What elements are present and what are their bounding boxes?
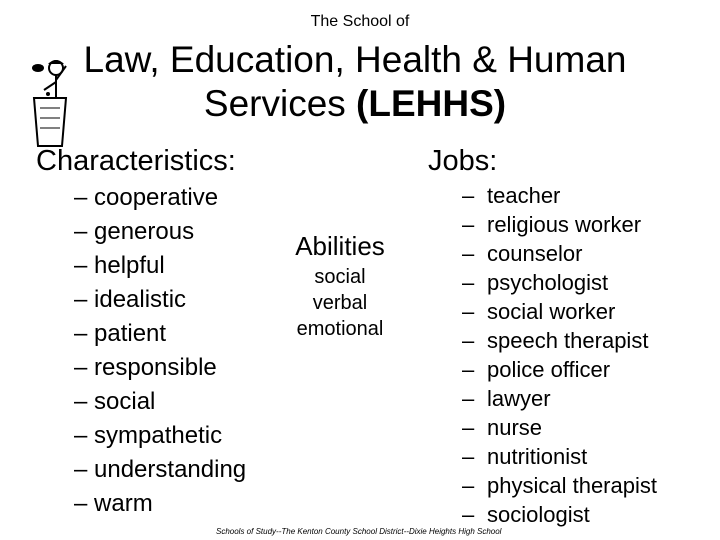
job-label: speech therapist bbox=[487, 328, 649, 353]
bullet-dash: – bbox=[462, 473, 475, 498]
characteristics-list bbox=[74, 181, 246, 521]
jobs-list bbox=[462, 181, 657, 529]
list-item bbox=[462, 239, 657, 268]
job-label: lawyer bbox=[487, 386, 551, 411]
title-acronym: (LEHHS) bbox=[356, 83, 507, 124]
ability-item: emotional bbox=[296, 318, 384, 340]
abilities-heading: Abilities bbox=[295, 231, 385, 261]
job-label: teacher bbox=[487, 183, 561, 208]
list-item bbox=[462, 210, 657, 239]
job-label: sociologist bbox=[487, 502, 590, 527]
bullet-dash: – bbox=[462, 444, 475, 469]
list-item bbox=[462, 413, 657, 442]
characteristics-heading: Characteristics: bbox=[36, 145, 236, 177]
page-title-line-1: Law, Education, Health & Human bbox=[83, 39, 627, 80]
list-item bbox=[462, 500, 657, 529]
list-item: – responsible bbox=[74, 354, 217, 381]
job-label: physical therapist bbox=[487, 473, 657, 498]
job-label: police officer bbox=[487, 357, 611, 382]
pre-title: The School of bbox=[310, 13, 410, 30]
bullet-dash: – bbox=[462, 328, 475, 353]
speaker-at-podium-icon bbox=[26, 58, 74, 148]
list-item: – cooperative bbox=[74, 184, 219, 211]
title-plain-part: Services bbox=[203, 83, 357, 124]
bullet-dash: – bbox=[462, 212, 475, 237]
bullet-dash: – bbox=[462, 415, 475, 440]
ability-item: social bbox=[314, 266, 366, 288]
bullet-dash: – bbox=[462, 241, 475, 266]
job-label: nurse bbox=[487, 415, 543, 440]
bullet-dash: – bbox=[462, 386, 475, 411]
abilities-block bbox=[270, 228, 410, 342]
job-label: social worker bbox=[487, 299, 616, 324]
list-item: – understanding bbox=[74, 456, 247, 483]
footer-credit: Schools of Study--The Kenton County School District--Dixie Heights High School bbox=[216, 527, 502, 536]
bullet-dash: – bbox=[462, 357, 475, 382]
jobs-heading: Jobs: bbox=[428, 145, 498, 177]
bullet-dash: – bbox=[462, 183, 475, 208]
list-item bbox=[462, 384, 657, 413]
job-label: nutritionist bbox=[487, 444, 588, 469]
list-item bbox=[462, 326, 657, 355]
list-item bbox=[462, 268, 657, 297]
list-item: – generous bbox=[74, 218, 195, 245]
page-title-line-2 bbox=[0, 82, 710, 126]
bullet-dash: – bbox=[462, 270, 475, 295]
job-label: religious worker bbox=[487, 212, 642, 237]
list-item: – patient bbox=[74, 320, 167, 347]
list-item: – warm bbox=[74, 490, 153, 517]
list-item bbox=[462, 471, 657, 500]
bullet-dash: – bbox=[462, 502, 475, 527]
job-label: counselor bbox=[487, 241, 583, 266]
list-item bbox=[462, 442, 657, 471]
list-item: – sympathetic bbox=[74, 422, 223, 449]
list-item bbox=[462, 181, 657, 210]
job-label: psychologist bbox=[487, 270, 609, 295]
list-item bbox=[462, 355, 657, 384]
list-item: – helpful bbox=[74, 252, 165, 279]
list-item: – social bbox=[74, 388, 156, 415]
ability-item: verbal bbox=[312, 292, 368, 314]
bullet-dash: – bbox=[462, 299, 475, 324]
list-item: – idealistic bbox=[74, 286, 187, 313]
list-item bbox=[462, 297, 657, 326]
